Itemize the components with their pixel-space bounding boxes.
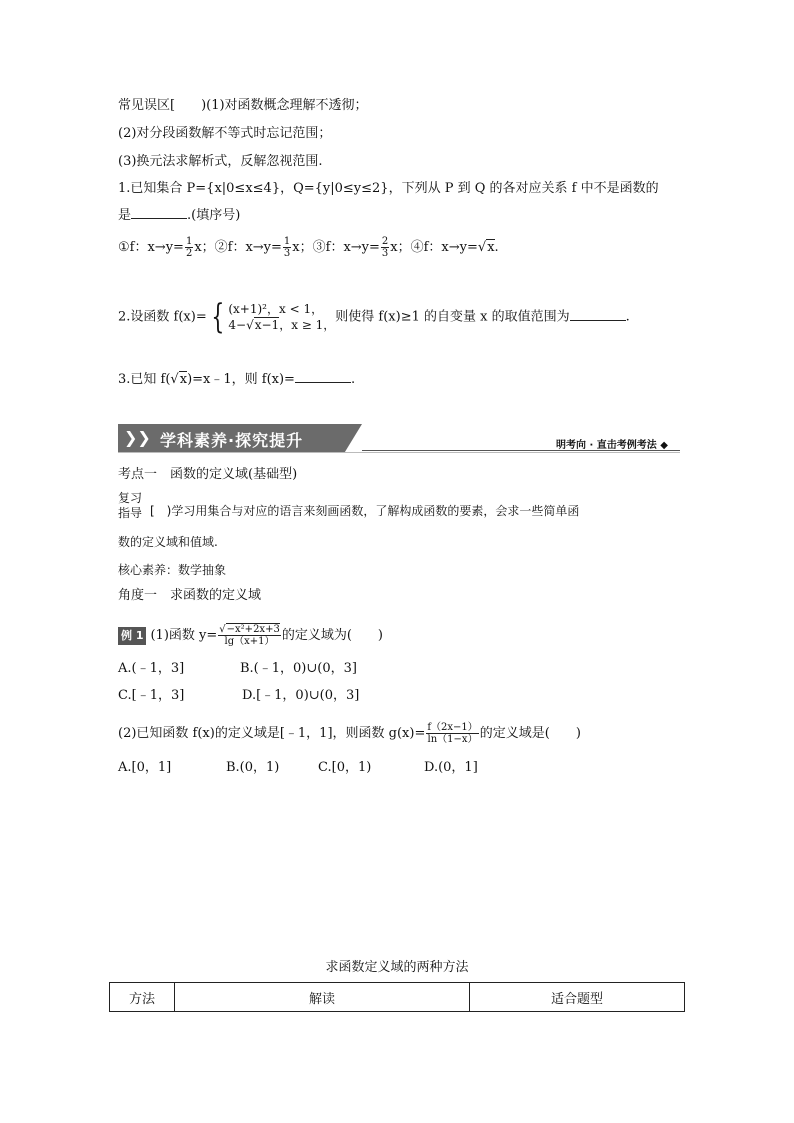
angle-title: 角度一 求函数的定义域 <box>118 588 262 603</box>
fraction-2 <box>283 236 291 259</box>
question-3: 3.已知 f(√x)=x﹣1，则 f(x)= . <box>118 372 356 387</box>
core-literacy: 核心素养：数学抽象 <box>118 563 227 577</box>
q2-post: 则使得 f(x)≥1 的自变量 x 的取值范围为 <box>335 309 570 325</box>
brace-icon: { <box>211 297 225 337</box>
fraction-den: 2 <box>185 248 193 259</box>
q3-end: . <box>350 372 356 387</box>
option-3-label: x；③f：x→y= <box>292 240 380 255</box>
fraction-3 <box>381 236 389 259</box>
ex2-post: 的定义域是( ) <box>479 726 581 741</box>
ex2-fraction <box>426 722 478 745</box>
option-1-label: ①f：x→y= <box>118 240 184 255</box>
ex2-den: ln（1−x） <box>427 734 478 745</box>
answer-blank <box>131 206 187 219</box>
banner-tagline: 明考向 · 直击考例考法 ◆ <box>556 440 668 451</box>
question-1-options: ①f：x→y= $\frac{1}{2}$ x；②f：x→y= $\frac{1}{3}$ x；③f：x→y= $\frac{2}{3}$ x；④f：x→y=√x. <box>118 236 499 259</box>
ex1-option-c: C.[﹣1，3] <box>118 688 185 703</box>
fraction-num: 1 <box>283 236 291 247</box>
case-2-a: 4− <box>228 318 247 332</box>
ex1-option-b: B.(﹣1，0)∪(0，3] <box>240 661 357 676</box>
answer-blank <box>295 370 351 383</box>
misconception-heading: 常见误区[ )(1)对函数概念理解不透彻； <box>118 98 368 113</box>
ex1-option-a: A.(﹣1，3] <box>118 661 185 676</box>
option-4-label: x；④f：x→y= <box>390 240 478 255</box>
fraction-num: 1 <box>185 236 193 247</box>
fraction-den: 3 <box>283 248 291 259</box>
ex1-fraction <box>218 624 281 647</box>
case-1: (x+1)²，x < 1， <box>228 302 324 316</box>
misconception-3: (3)换元法求解析式，反解忽视范围. <box>118 154 323 169</box>
example-1-part-2 <box>118 722 581 745</box>
ex1-den: lg（x+1） <box>224 636 275 647</box>
q1-prefix: 是 <box>118 208 132 223</box>
table-caption: 求函数定义域的两种方法 <box>325 960 469 975</box>
q3-rad: x <box>179 372 188 387</box>
kp-title: 考点一 函数的定义域(基础型) <box>118 467 298 482</box>
case-2-rad: x−1 <box>254 318 280 332</box>
table-header-row <box>110 983 685 1012</box>
q2-end: . <box>625 309 630 325</box>
guide-text-2: 数的定义域和值域. <box>118 535 218 549</box>
fraction-1 <box>185 236 193 259</box>
option-4-end: . <box>494 240 499 255</box>
q3-prefix: 3.已知 f( <box>118 372 171 387</box>
divider <box>118 452 680 453</box>
header-question-type: 适合题型 <box>470 983 685 1012</box>
example-badge: 例 1 <box>118 627 146 645</box>
q3-mid: )=x﹣1，则 f(x)= <box>187 372 295 387</box>
sqrt-x: x <box>487 240 495 255</box>
misconception-2: (2)对分段函数解不等式时忘记范围； <box>118 126 332 141</box>
ex2-option-b: B.(0，1) <box>226 760 280 775</box>
answer-blank <box>570 308 626 321</box>
q2-prefix: 2.设函数 f(x)= <box>118 309 207 325</box>
question-1-line2 <box>118 206 240 225</box>
ex2-prefix: (2)已知函数 f(x)的定义域是[﹣1，1]，则函数 g(x)= <box>118 726 426 741</box>
fraction-den: 3 <box>381 248 389 259</box>
question-2 <box>118 297 630 337</box>
option-2-label: x；②f：x→y= <box>194 240 282 255</box>
header-interpretation: 解读 <box>175 983 470 1012</box>
fraction-num: 2 <box>381 236 389 247</box>
piecewise-cases <box>228 301 335 333</box>
guide-text: [ )学习用集合与对应的语言来刻画函数，了解构成函数的要素，会求一些简单函 <box>150 504 580 518</box>
ex2-num: f（2x−1） <box>427 722 478 733</box>
ex2-option-c: C.[0，1) <box>318 760 372 775</box>
guide-label: 复习指导 <box>118 491 143 520</box>
fraction-num: √−x²+2x+3 <box>219 624 280 635</box>
case-2-c: ，x ≥ 1， <box>279 318 336 332</box>
ex2-option-a: A.[0，1] <box>118 760 172 775</box>
ex1-prefix: (1)函数 y= <box>150 628 218 643</box>
case-2: 4−√x−1，x ≥ 1， <box>228 318 336 332</box>
double-chevron-icon: ❯❯ <box>124 428 151 447</box>
ex2-option-d: D.(0，1] <box>424 760 478 775</box>
header-method: 方法 <box>110 983 175 1012</box>
example-1 <box>118 624 383 647</box>
ex1-option-d: D.[﹣1，0)∪(0，3] <box>242 688 360 703</box>
ex1-post: 的定义域为( ) <box>281 628 383 643</box>
q1-suffix: .(填序号) <box>187 208 241 223</box>
ex1-num: −x²+2x+3 <box>226 624 280 635</box>
methods-table <box>109 982 685 1012</box>
section-banner-title: 学科素养·探究提升 <box>160 431 304 450</box>
question-1-text: 1.已知集合 P={x|0≤x≤4}，Q={y|0≤y≤2}，下列从 P 到 Q 的各对应关系 f 中不是函数的 <box>118 181 659 196</box>
